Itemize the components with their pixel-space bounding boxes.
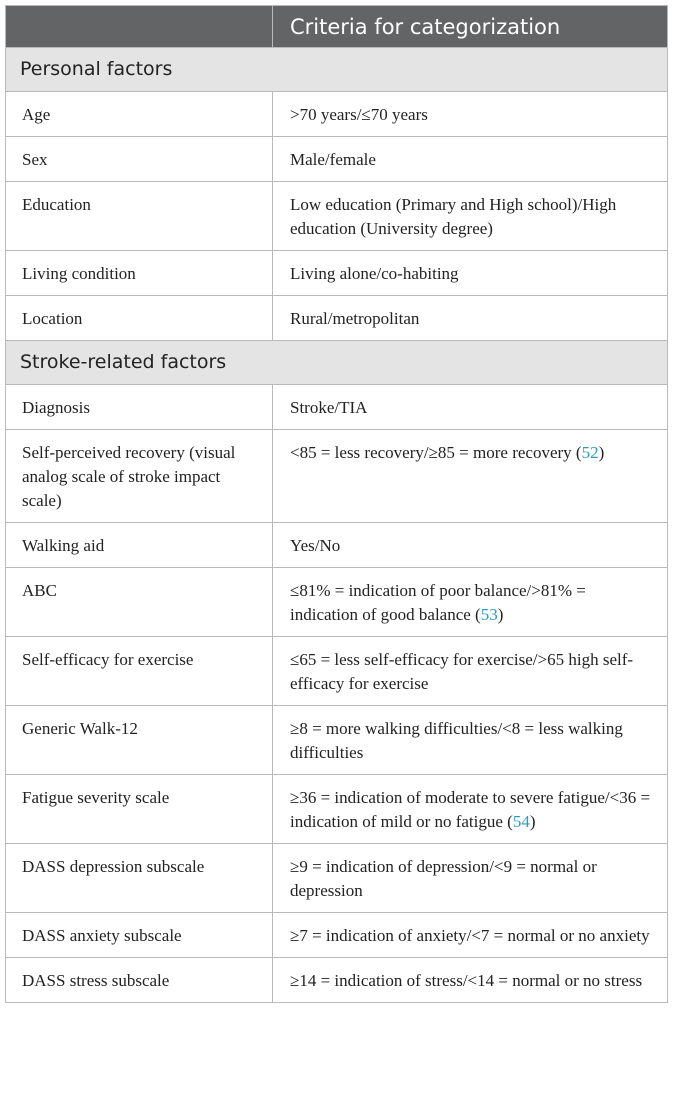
table-row	[6, 844, 668, 913]
header-row	[6, 6, 668, 48]
factor-cell: Location	[6, 296, 273, 341]
table-row	[6, 182, 668, 251]
factor-cell: Education	[6, 182, 273, 251]
criteria-cell: ≥9 = indication of depression/<9 = normal or depression	[273, 844, 668, 913]
criteria-text: <85 = less recovery/≥85 = more recovery (	[290, 443, 582, 462]
criteria-cell: ≥8 = more walking difficulties/<8 = less walking difficulties	[273, 706, 668, 775]
factor-cell: Living condition	[6, 251, 273, 296]
criteria-table	[5, 5, 668, 1003]
factor-cell: DASS anxiety subscale	[6, 913, 273, 958]
criteria-text: ≤81% = indication of poor balance/>81% = indication of good balance (	[290, 581, 586, 624]
table-row	[6, 775, 668, 844]
table-row	[6, 523, 668, 568]
criteria-text-end: )	[497, 605, 504, 624]
reference-link[interactable]: 54	[512, 812, 530, 831]
reference-link[interactable]: 53	[480, 605, 498, 624]
section-header-row	[6, 341, 668, 385]
factor-cell: Age	[6, 92, 273, 137]
criteria-cell: >70 years/≤70 years	[273, 92, 668, 137]
section-header-row	[6, 48, 668, 92]
table-row	[6, 296, 668, 341]
criteria-cell: Stroke/TIA	[273, 385, 668, 430]
criteria-cell	[273, 568, 668, 637]
table-row	[6, 637, 668, 706]
section-title: Personal factors	[6, 48, 668, 92]
table-row	[6, 913, 668, 958]
criteria-cell: Rural/metropolitan	[273, 296, 668, 341]
table-row	[6, 568, 668, 637]
table-row	[6, 430, 668, 523]
factor-cell: DASS stress subscale	[6, 958, 273, 1003]
table-row	[6, 958, 668, 1003]
reference-link[interactable]: 52	[581, 443, 599, 462]
criteria-cell	[273, 430, 668, 523]
section-title: Stroke-related factors	[6, 341, 668, 385]
table-row	[6, 137, 668, 182]
factor-cell: Sex	[6, 137, 273, 182]
criteria-cell	[273, 775, 668, 844]
criteria-cell: Living alone/co-habiting	[273, 251, 668, 296]
factor-cell: Fatigue severity scale	[6, 775, 273, 844]
criteria-cell: Yes/No	[273, 523, 668, 568]
table-row	[6, 92, 668, 137]
criteria-cell: ≥14 = indication of stress/<14 = normal or no stress	[273, 958, 668, 1003]
criteria-text-end: )	[598, 443, 605, 462]
criteria-cell: Male/female	[273, 137, 668, 182]
header-factor-cell	[6, 6, 273, 48]
table-row	[6, 251, 668, 296]
table-row	[6, 706, 668, 775]
factor-cell: Diagnosis	[6, 385, 273, 430]
factor-cell: ABC	[6, 568, 273, 637]
criteria-text-end: )	[529, 812, 536, 831]
factor-cell: DASS depression subscale	[6, 844, 273, 913]
factor-cell: Self-perceived recovery (visual analog scale of stroke impact scale)	[6, 430, 273, 523]
criteria-cell: ≤65 = less self-efficacy for exercise/>65 high self-efficacy for exercise	[273, 637, 668, 706]
criteria-text: ≥36 = indication of moderate to severe fatigue/<36 = indication of mild or no fatigue (	[290, 788, 651, 831]
table-row	[6, 385, 668, 430]
criteria-cell: Low education (Primary and High school)/High education (University degree)	[273, 182, 668, 251]
factor-cell: Walking aid	[6, 523, 273, 568]
header-criteria-cell: Criteria for categorization	[273, 6, 668, 48]
factor-cell: Generic Walk-12	[6, 706, 273, 775]
criteria-cell: ≥7 = indication of anxiety/<7 = normal or no anxiety	[273, 913, 668, 958]
factor-cell: Self-efficacy for exercise	[6, 637, 273, 706]
